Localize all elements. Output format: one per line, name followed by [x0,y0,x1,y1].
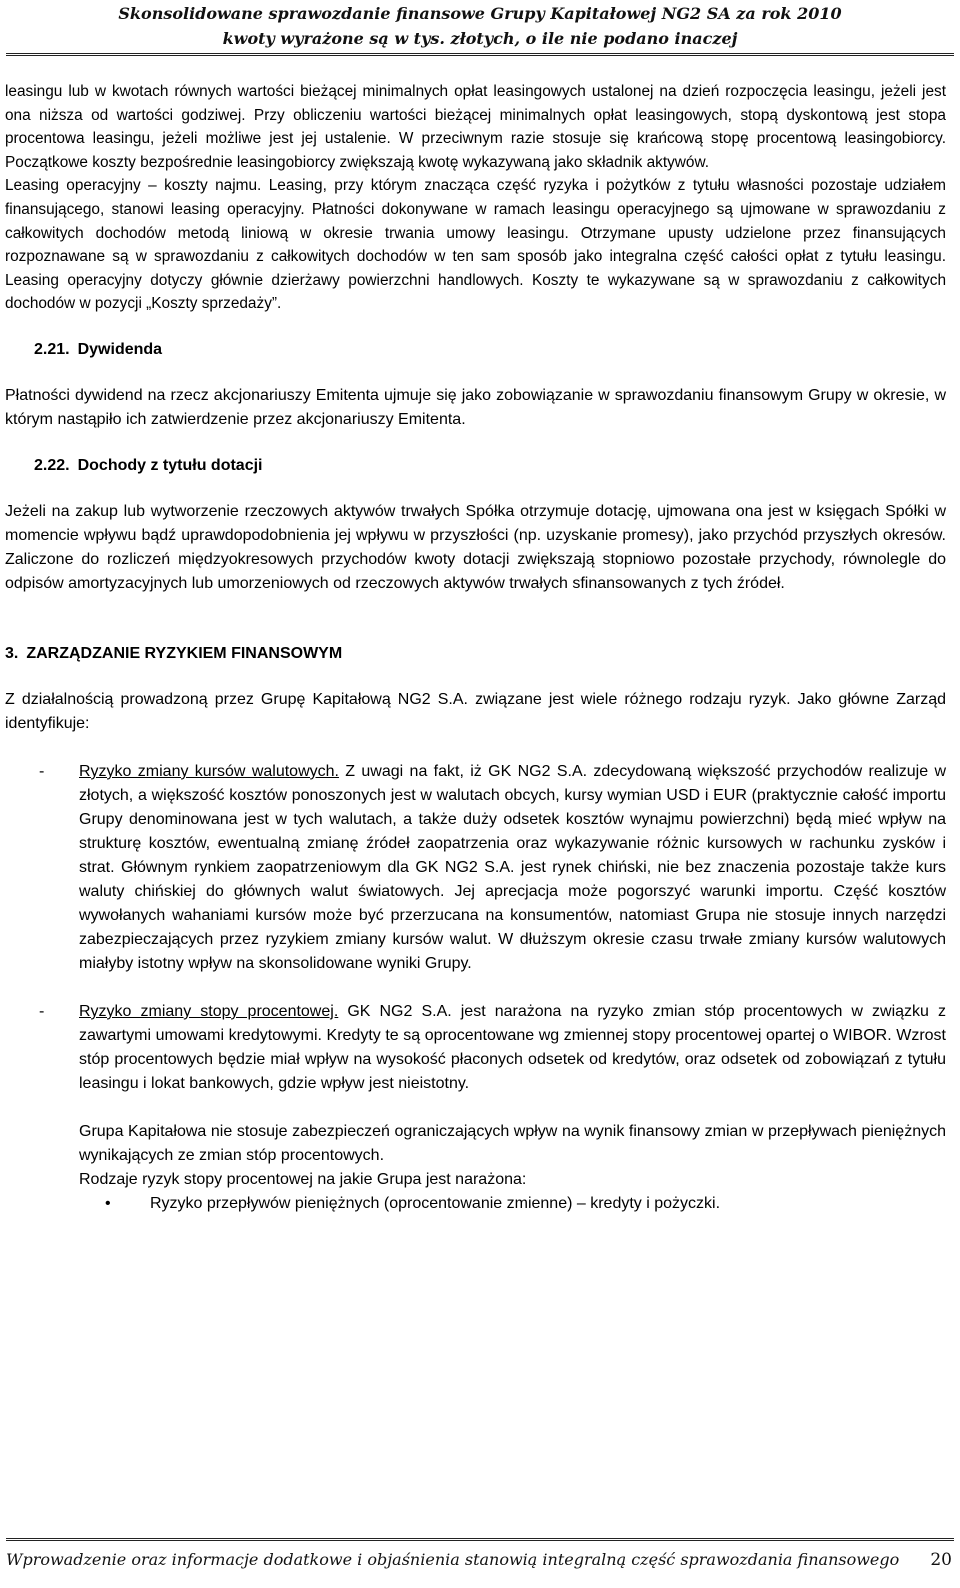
paragraph-dividend: Płatności dywidend na rzecz akcjonariuszy Emitenta ujmuje się jako zobowiązanie w sprawozdaniu finansowym Grupy w okresie, w którym nastąpiło ich zatwierdzenie przez akcjonariuszy Emitenta. [5,386,946,428]
paragraph-risk-intro: Z działalnością prowadzoną przez Grupę Kapitałową NG2 S.A. związane jest wiele różnego rodzaju ryzyk. Jako główne Zarząd identyfikuje: [5,690,946,732]
risk-item-currency [5,760,946,976]
header-title: Skonsolidowane sprawozdanie finansowe Grupy Kapitałowej NG2 SA za rok 2010 [118,4,842,23]
list-item-text: Ryzyko przepływów pieniężnych (oprocentowanie zmienne) – kredyty i pożyczki. [150,1194,721,1212]
footer-text: Wprowadzenie oraz informacje dodatkowe i objaśnienia stanowią integralną część sprawozdania finansowego [6,1550,900,1569]
risk-label: Ryzyko zmiany stopy procentowej. [79,1002,339,1020]
section-title: Dywidenda [77,340,163,358]
section-number: 2.21. [34,340,70,358]
paragraph-no-hedging: Grupa Kapitałowa nie stosuje zabezpieczeń ograniczających wpływ na wynik finansowy zmian w przepływach pieniężnych wynikających ze zmian stóp procentowych. [79,1122,946,1164]
risk-label: Ryzyko zmiany kursów walutowych. [79,762,339,780]
section-title: Dochody z tytułu dotacji [77,456,263,474]
section-number: 2.22. [34,456,70,474]
section-title: ZARZĄDZANIE RYZYKIEM FINANSOWYM [26,644,343,662]
footer-divider [6,1538,954,1543]
section-heading-risk [5,642,946,666]
page-header [0,0,960,51]
section-heading-dividend [5,338,946,362]
paragraph-operating-lease: Leasing operacyjny – koszty najmu. Leasing, przy którym znacząca część ryzyka i pożytków z tytułu własności pozostaje udziałem finansującego, stanowi leasing operacyjny. Płatności dokonywane w ramach leasingu operacyjnego są ujmowane w sprawozdaniu z całkowitych dochodów metodą liniową w okresie trwania umowy leasingu. Otrzymane upusty udzielone przez finansujących rozpoznawane są w sprawozdaniu z całkowitych dochodów w ten sam sposób jako integralna część całości opłat z tytułu leasingu. Leasing operacyjny dotyczy głównie dzierżawy powierzchni handlowych. Koszty te wykazywane są w sprawozdaniu z całkowitych dochodów w pozycji „Koszty sprzedaży”. [5,177,946,313]
dash-marker: - [39,1002,45,1020]
paragraph-types-intro: Rodzaje ryzyk stopy procentowej na jakie Grupa jest narażona: [79,1170,527,1188]
header-divider [6,53,954,58]
header-subtitle: kwoty wyrażone są w tys. złotych, o ile nie podano inaczej [222,29,738,48]
page-number: 20 [930,1550,952,1570]
document-body [5,80,946,1216]
risk-text: GK NG2 S.A. jest narażona na ryzyko zmian stóp procentowych w związku z zawartymi umowami kredytowymi. Kredyty te są oprocentowane wg zmiennej stopy procentowej opartej o WIBOR. Wzrost stóp procentowych będzie miał wpływ na wysokość płaconych odsetek od kredytów, oraz odsetek od zobowiązań z tytułu leasingu i lokat bankowych, gdzie wpływ jest nieistotny. [79,1002,946,1092]
risk-text: Z uwagi na fakt, iż GK NG2 S.A. zdecydowaną większość przychodów realizuje w złotych, a większość kosztów ponoszonych jest w walutach obcych, kursy wymian USD i EUR (praktycznie całość importu Grupy denominowana jest w tych walutach, a także duży odsetek kosztów wynajmu powierzchni) będą mieć wpływ na strukturę kosztów, ewentualną zmianę źródeł zaopatrzenia oraz wykazywanie różnic kursowych w rachunku zysków i strat. Głównym rynkiem zaopatrzeniowym dla GK NG2 S.A. jest rynek chiński, nie bez znaczenia pozostaje także kurs waluty chińskiej do głównych walut światowych. Jej aprecjacja może pogorszyć warunki importu. Część kosztów wywołanych wahaniami kursów może być przerzucana na konsumentów, natomiast Grupa nie stosuje innych narzędzi zabezpieczających przez ryzykiem zmiany kursów walut. W dłuższym okresie czasu trwałe zmiany kursów walutowych miałyby istotny wpływ na skonsolidowane wyniki Grupy. [79,762,947,972]
page-footer [6,1549,952,1571]
dash-marker: - [39,762,45,780]
risk-item-interest [5,1000,946,1096]
paragraph-finance-lease: leasingu lub w kwotach równych wartości bieżącej minimalnych opłat leasingowych ustalonej na dzień rozpoczęcia leasingu, jeżeli jest ona niższa od wartości godziwej. Przy obliczeniu wartości bieżącej minimalnych opłat leasingowych, stopą dyskontową jest stopa procentowa leasingu, jeżeli możliwe jest jej ustalenie. W przeciwnym razie stosuje się krańcową stopę procentową leasingobiorcy. Początkowe koszty bezpośrednie leasingobiorcy zwiększają kwotę wykazywaną jako składnik aktywów. [5,83,946,171]
list-item [5,1192,946,1216]
section-heading-grants [5,454,946,478]
section-number: 3. [5,644,19,662]
bullet-icon: • [105,1194,111,1212]
paragraph-grants: Jeżeli na zakup lub wytworzenie rzeczowych aktywów trwałych Spółka otrzymuje dotację, ujmowana ona jest w księgach Spółki w momencie wpływu bądź uprawdopodobnienia jej wpływu w przyszłości (np. uzyskanie promesy), jako przychód przyszłych okresów. Zaliczone do rozliczeń międzyokresowych przychodów kwoty dotacji zwiększają stopniowo pozostałe przychody, równolegle do odpisów amortyzacyjnych lub umorzeniowych od rzeczowych aktywów trwałych sfinansowanych z tych źródeł. [5,502,946,592]
